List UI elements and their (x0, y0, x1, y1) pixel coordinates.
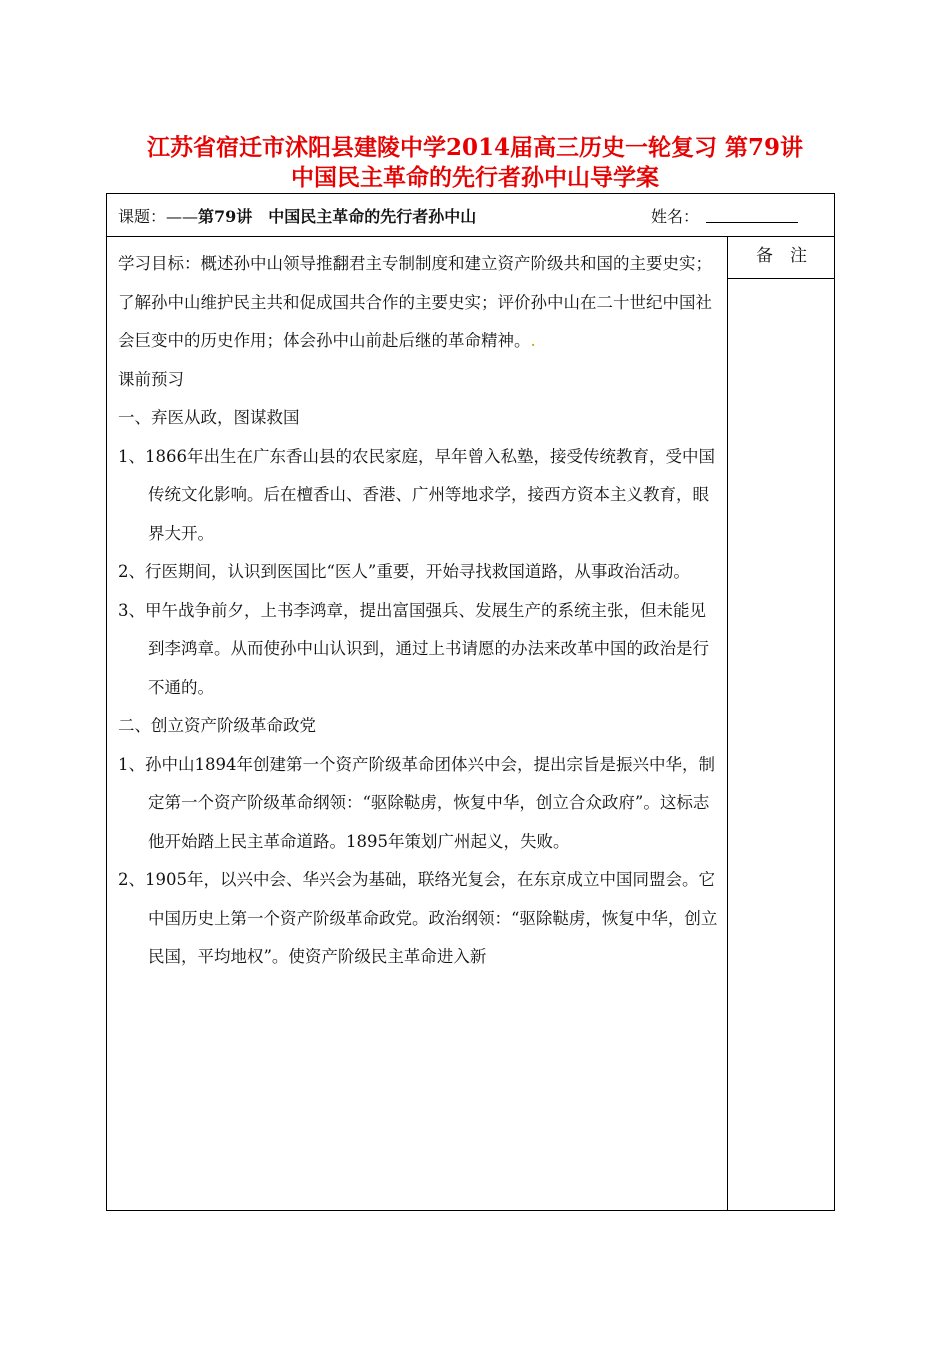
notes-header: 备 注 (728, 236, 835, 279)
title-line-2: 中国民主革命的先行者孙中山导学案 (291, 164, 659, 191)
name-blank-field[interactable] (706, 222, 798, 223)
course-cell (118, 204, 476, 227)
list-item: 3、甲午战争前夕，上书李鸿章，提出富国强兵、发展生产的系统主张，但未能见到李鸿章。从而使孙中山认识到，通过上书请愿的办法来改革中国的政治是行不通的。 (118, 600, 709, 697)
list-item: 2、行医期间，认识到医国比“医人”重要，开始寻找救国道路，从事政治活动。 (118, 562, 690, 581)
list-item: 1、1866年出生在广东香山县的农民家庭，早年曾入私塾，接受传统教育，受中国传统文化影响。后在檀香山、香港、广州等地求学，接西方资本主义教育，眼界大开。 (118, 446, 715, 543)
objectives-mark: . (530, 331, 536, 350)
worksheet-table (106, 193, 835, 1211)
learning-objectives (118, 245, 718, 361)
document-title (0, 133, 950, 193)
objectives-text: 学习目标：概述孙中山领导推翻君主专制制度和建立资产阶级共和国的主要史实；了解孙中山维护民主共和促成国共合作的主要史实；评价孙中山在二十世纪中国社会巨变中的历史作用；体会孙中山前赴后继的革命精神。 (118, 254, 712, 350)
list-item: 1、孙中山1894年创建第一个资产阶级革命团体兴中会，提出宗旨是振兴中华，制定第一个资产阶级革命纲领：“驱除鞑虏，恢复中华，创立合众政府”。这标志他开始踏上民主革命道路。1895年策划广州起义，失败。 (118, 754, 715, 851)
notes-column (727, 236, 835, 1210)
preview-heading: 课前预习 (118, 369, 184, 389)
course-title: 第79讲 中国民主革命的先行者孙中山 (198, 207, 477, 226)
section-heading: 一、弃医从政，图谋救国 (118, 408, 300, 427)
list-item: 2、1905年，以兴中会、华兴会为基础，联络光复会，在东京成立中国同盟会。它中国历史上第一个资产阶级革命政党。政治纲领：“驱除鞑虏，恢复中华，创立民国，平均地权”。使资产阶级民主革命进入新 (118, 870, 718, 966)
title-line-1: 江苏省宿迁市沭阳县建陵中学2014届高三历史一轮复习 第79讲 (146, 134, 804, 161)
section-heading: 二、创立资产阶级革命政党 (118, 716, 316, 735)
name-label: 姓名： (651, 207, 700, 226)
header-row (107, 194, 834, 237)
main-content (118, 245, 718, 977)
course-label: 课题：—— (118, 207, 199, 226)
